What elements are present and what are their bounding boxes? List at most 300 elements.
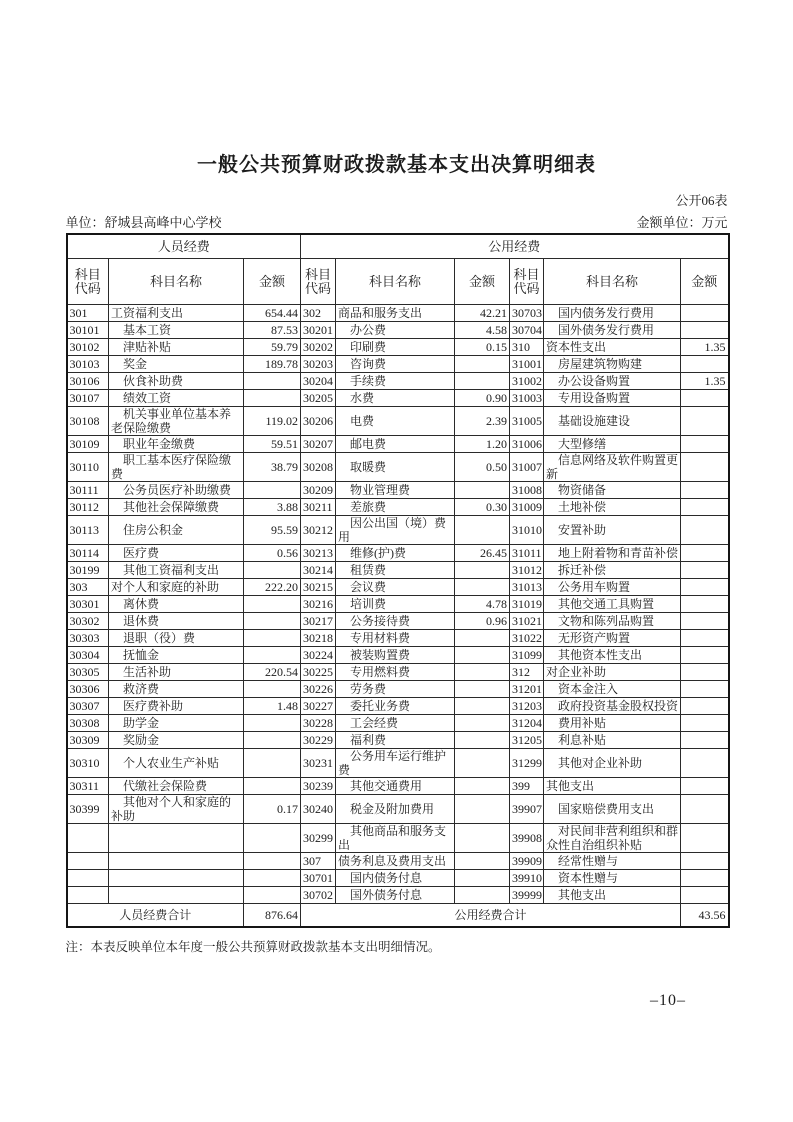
table-row — [67, 579, 729, 596]
code-cell: 39907 — [510, 795, 544, 824]
amount-cell — [455, 749, 510, 778]
amount-cell — [244, 732, 301, 749]
code-cell: 30309 — [67, 732, 109, 749]
page-number: –10– — [650, 992, 686, 1009]
name-cell: 电费 — [336, 407, 455, 436]
table-row — [67, 373, 729, 390]
name-cell: 其他社会保障缴费 — [109, 499, 244, 516]
code-cell: 30201 — [301, 322, 336, 339]
code-cell: 31007 — [510, 453, 544, 482]
col-header-code-3: 科目代码 — [510, 259, 544, 305]
table-row — [67, 647, 729, 664]
name-cell: 国内债务付息 — [336, 870, 455, 887]
amount-cell — [681, 853, 729, 870]
amount-cell — [244, 681, 301, 698]
name-cell: 拆迁补偿 — [544, 562, 681, 579]
group-header-personnel: 人员经费 — [67, 234, 301, 259]
amount-cell — [455, 562, 510, 579]
code-cell: 31012 — [510, 562, 544, 579]
code-cell: 30227 — [301, 698, 336, 715]
group-header-row — [67, 234, 729, 259]
amount-cell — [681, 322, 729, 339]
amount-cell: 1.20 — [455, 436, 510, 453]
page-title: 一般公共预算财政拨款基本支出决算明细表 — [197, 154, 596, 176]
personnel-total-value: 876.64 — [244, 904, 301, 928]
name-cell: 职工基本医疗保险缴费 — [109, 453, 244, 482]
amount-cell — [681, 390, 729, 407]
amount-cell: 1.35 — [681, 339, 729, 356]
code-cell — [67, 824, 109, 853]
name-cell: 基础设施建设 — [544, 407, 681, 436]
amount-cell: 4.58 — [455, 322, 510, 339]
table-row — [67, 305, 729, 322]
name-cell: 差旅费 — [336, 499, 455, 516]
name-cell: 其他资本性支出 — [544, 647, 681, 664]
table-row — [67, 681, 729, 698]
amount-cell — [681, 453, 729, 482]
amount-cell — [681, 436, 729, 453]
amount-cell — [681, 715, 729, 732]
name-cell — [109, 824, 244, 853]
amount-cell: 1.48 — [244, 698, 301, 715]
name-cell: 咨询费 — [336, 356, 455, 373]
col-header-amount-2: 金额 — [455, 259, 510, 305]
col-header-code-1: 科目代码 — [67, 259, 109, 305]
amount-cell: 189.78 — [244, 356, 301, 373]
amount-cell — [681, 870, 729, 887]
document-content — [66, 0, 728, 955]
code-cell: 30207 — [301, 436, 336, 453]
table-row — [67, 482, 729, 499]
code-cell: 39908 — [510, 824, 544, 853]
amount-cell — [681, 499, 729, 516]
amount-cell — [681, 749, 729, 778]
name-cell — [109, 853, 244, 870]
name-cell: 大型修缮 — [544, 436, 681, 453]
amount-cell — [681, 356, 729, 373]
amount-cell — [244, 887, 301, 904]
name-cell: 租赁费 — [336, 562, 455, 579]
amount-cell — [681, 664, 729, 681]
code-cell: 31013 — [510, 579, 544, 596]
table-row — [67, 778, 729, 795]
code-cell: 31009 — [510, 499, 544, 516]
table-row — [67, 516, 729, 545]
expenditure-table — [66, 233, 730, 928]
name-cell: 办公设备购置 — [544, 373, 681, 390]
name-cell: 债务利息及费用支出 — [336, 853, 455, 870]
col-header-amount-1: 金额 — [244, 259, 301, 305]
code-cell: 30311 — [67, 778, 109, 795]
amount-cell — [455, 516, 510, 545]
table-row — [67, 356, 729, 373]
table-row — [67, 630, 729, 647]
table-body — [67, 305, 729, 904]
table-row — [67, 339, 729, 356]
amount-cell — [244, 647, 301, 664]
name-cell: 机关事业单位基本养老保险缴费 — [109, 407, 244, 436]
table-row — [67, 407, 729, 436]
name-cell: 费用补贴 — [544, 715, 681, 732]
code-cell: 30217 — [301, 613, 336, 630]
name-cell: 资本金注入 — [544, 681, 681, 698]
name-cell: 房屋建筑物购建 — [544, 356, 681, 373]
code-cell: 31022 — [510, 630, 544, 647]
name-cell: 公务用车购置 — [544, 579, 681, 596]
name-cell: 地上附着物和青苗补偿 — [544, 545, 681, 562]
code-cell: 30101 — [67, 322, 109, 339]
amount-cell: 222.20 — [244, 579, 301, 596]
table-row — [67, 613, 729, 630]
table-row — [67, 596, 729, 613]
code-cell: 31299 — [510, 749, 544, 778]
name-cell: 取暖费 — [336, 453, 455, 482]
code-cell: 30239 — [301, 778, 336, 795]
amount-cell — [455, 373, 510, 390]
amount-cell: 119.02 — [244, 407, 301, 436]
code-cell: 30302 — [67, 613, 109, 630]
totals-row — [67, 904, 729, 928]
code-cell: 302 — [301, 305, 336, 322]
code-cell: 30209 — [301, 482, 336, 499]
public-total-value: 43.56 — [681, 904, 729, 928]
code-cell: 31002 — [510, 373, 544, 390]
code-cell: 30703 — [510, 305, 544, 322]
code-cell: 30301 — [67, 596, 109, 613]
name-cell: 国外债务付息 — [336, 887, 455, 904]
code-cell: 30215 — [301, 579, 336, 596]
code-cell: 30102 — [67, 339, 109, 356]
amount-cell — [681, 647, 729, 664]
code-cell: 30113 — [67, 516, 109, 545]
amount-cell — [455, 870, 510, 887]
code-cell — [67, 870, 109, 887]
name-cell: 基本工资 — [109, 322, 244, 339]
code-cell: 30212 — [301, 516, 336, 545]
amount-cell — [455, 482, 510, 499]
amount-cell — [244, 390, 301, 407]
code-cell: 30103 — [67, 356, 109, 373]
amount-cell — [244, 853, 301, 870]
code-cell: 30214 — [301, 562, 336, 579]
name-cell: 国内债务发行费用 — [544, 305, 681, 322]
name-cell: 职业年金缴费 — [109, 436, 244, 453]
amount-cell — [455, 732, 510, 749]
table-row — [67, 824, 729, 853]
name-cell: 其他工资福利支出 — [109, 562, 244, 579]
code-cell: 30306 — [67, 681, 109, 698]
code-cell: 31011 — [510, 545, 544, 562]
code-cell — [67, 853, 109, 870]
amount-cell: 3.88 — [244, 499, 301, 516]
code-cell: 39999 — [510, 887, 544, 904]
code-cell: 31021 — [510, 613, 544, 630]
name-cell: 其他对个人和家庭的补助 — [109, 795, 244, 824]
name-cell: 对民间非营利组织和群众性自治组织补贴 — [544, 824, 681, 853]
personnel-total-label: 人员经费合计 — [67, 904, 244, 928]
amount-cell — [244, 824, 301, 853]
table-row — [67, 545, 729, 562]
name-cell: 退休费 — [109, 613, 244, 630]
name-cell: 医疗费补助 — [109, 698, 244, 715]
code-cell: 30307 — [67, 698, 109, 715]
amount-cell — [681, 562, 729, 579]
name-cell: 抚恤金 — [109, 647, 244, 664]
name-cell: 被装购置费 — [336, 647, 455, 664]
amount-cell — [455, 664, 510, 681]
amount-cell — [244, 630, 301, 647]
name-cell: 其他支出 — [544, 887, 681, 904]
name-cell: 住房公积金 — [109, 516, 244, 545]
code-cell: 30111 — [67, 482, 109, 499]
code-cell: 30202 — [301, 339, 336, 356]
amount-cell: 1.35 — [681, 373, 729, 390]
amount-cell — [244, 870, 301, 887]
code-cell: 30701 — [301, 870, 336, 887]
amount-cell — [455, 795, 510, 824]
code-cell: 31205 — [510, 732, 544, 749]
col-header-code-2: 科目代码 — [301, 259, 336, 305]
amount-cell — [681, 613, 729, 630]
code-cell: 31001 — [510, 356, 544, 373]
code-cell: 30305 — [67, 664, 109, 681]
code-cell: 30304 — [67, 647, 109, 664]
code-cell: 30225 — [301, 664, 336, 681]
code-cell: 30109 — [67, 436, 109, 453]
amount-cell — [681, 698, 729, 715]
name-cell: 奖励金 — [109, 732, 244, 749]
name-cell: 利息补贴 — [544, 732, 681, 749]
name-cell: 税金及附加费用 — [336, 795, 455, 824]
name-cell: 水费 — [336, 390, 455, 407]
name-cell — [109, 887, 244, 904]
name-cell: 经常性赠与 — [544, 853, 681, 870]
public-total-label: 公用经费合计 — [301, 904, 681, 928]
code-cell: 31006 — [510, 436, 544, 453]
name-cell: 个人农业生产补贴 — [109, 749, 244, 778]
code-cell: 30106 — [67, 373, 109, 390]
name-cell: 对企业补助 — [544, 664, 681, 681]
code-cell: 30110 — [67, 453, 109, 482]
code-cell: 30226 — [301, 681, 336, 698]
unit-label: 单位：舒城县高峰中心学校 — [65, 215, 222, 230]
name-cell: 资本性支出 — [544, 339, 681, 356]
code-cell: 31203 — [510, 698, 544, 715]
amount-cell — [244, 562, 301, 579]
code-cell: 30240 — [301, 795, 336, 824]
amount-cell: 42.21 — [455, 305, 510, 322]
code-cell: 30107 — [67, 390, 109, 407]
code-cell: 399 — [510, 778, 544, 795]
name-cell: 其他对企业补助 — [544, 749, 681, 778]
name-cell — [109, 870, 244, 887]
code-cell: 30704 — [510, 322, 544, 339]
name-cell: 商品和服务支出 — [336, 305, 455, 322]
name-cell: 国家赔偿费用支出 — [544, 795, 681, 824]
code-cell: 30114 — [67, 545, 109, 562]
code-cell: 39909 — [510, 853, 544, 870]
amount-cell — [455, 715, 510, 732]
name-cell: 委托业务费 — [336, 698, 455, 715]
name-cell: 伙食补助费 — [109, 373, 244, 390]
amount-cell — [455, 824, 510, 853]
name-cell: 印刷费 — [336, 339, 455, 356]
amount-cell — [681, 887, 729, 904]
name-cell: 奖金 — [109, 356, 244, 373]
col-header-name-2: 科目名称 — [336, 259, 455, 305]
name-cell: 公务员医疗补助缴费 — [109, 482, 244, 499]
amount-cell: 0.96 — [455, 613, 510, 630]
name-cell: 资本性赠与 — [544, 870, 681, 887]
code-cell: 303 — [67, 579, 109, 596]
name-cell: 信息网络及软件购置更新 — [544, 453, 681, 482]
amount-cell: 654.44 — [244, 305, 301, 322]
code-cell: 31008 — [510, 482, 544, 499]
code-cell: 30224 — [301, 647, 336, 664]
amount-cell — [244, 715, 301, 732]
table-row — [67, 453, 729, 482]
name-cell: 工资福利支出 — [109, 305, 244, 322]
name-cell: 专用材料费 — [336, 630, 455, 647]
amount-cell — [681, 596, 729, 613]
name-cell: 救济费 — [109, 681, 244, 698]
code-cell: 31010 — [510, 516, 544, 545]
amount-cell: 0.90 — [455, 390, 510, 407]
name-cell: 维修(护)费 — [336, 545, 455, 562]
meta-line — [66, 212, 728, 231]
name-cell: 文物和陈列品购置 — [544, 613, 681, 630]
code-cell: 30299 — [301, 824, 336, 853]
code-cell: 31099 — [510, 647, 544, 664]
table-row — [67, 562, 729, 579]
table-row — [67, 436, 729, 453]
name-cell: 对个人和家庭的补助 — [109, 579, 244, 596]
table-row — [67, 795, 729, 824]
name-cell: 绩效工资 — [109, 390, 244, 407]
name-cell: 医疗费 — [109, 545, 244, 562]
code-cell: 31204 — [510, 715, 544, 732]
amount-cell — [455, 356, 510, 373]
amount-cell — [244, 778, 301, 795]
name-cell: 会议费 — [336, 579, 455, 596]
code-cell — [67, 887, 109, 904]
name-cell: 其他交通工具购置 — [544, 596, 681, 613]
amount-unit-label: 金额单位：万元 — [636, 215, 728, 230]
name-cell: 手续费 — [336, 373, 455, 390]
name-cell: 津贴补贴 — [109, 339, 244, 356]
amount-cell — [455, 647, 510, 664]
name-cell: 物资储备 — [544, 482, 681, 499]
table-row — [67, 664, 729, 681]
amount-cell: 59.79 — [244, 339, 301, 356]
code-cell: 301 — [67, 305, 109, 322]
code-cell: 30108 — [67, 407, 109, 436]
name-cell: 无形资产购置 — [544, 630, 681, 647]
name-cell: 公务用车运行维护费 — [336, 749, 455, 778]
amount-cell — [455, 579, 510, 596]
amount-cell — [455, 887, 510, 904]
table-row — [67, 390, 729, 407]
code-cell: 31201 — [510, 681, 544, 698]
table-row — [67, 853, 729, 870]
amount-cell: 0.50 — [455, 453, 510, 482]
name-cell: 物业管理费 — [336, 482, 455, 499]
table-row — [67, 749, 729, 778]
code-cell: 30204 — [301, 373, 336, 390]
amount-cell: 38.79 — [244, 453, 301, 482]
code-cell: 30399 — [67, 795, 109, 824]
amount-cell — [681, 795, 729, 824]
amount-cell: 87.53 — [244, 322, 301, 339]
code-cell: 31003 — [510, 390, 544, 407]
amount-cell — [455, 698, 510, 715]
name-cell: 其他商品和服务支出 — [336, 824, 455, 853]
name-cell: 离休费 — [109, 596, 244, 613]
code-cell: 30308 — [67, 715, 109, 732]
name-cell: 其他交通费用 — [336, 778, 455, 795]
code-cell: 31005 — [510, 407, 544, 436]
code-cell: 30231 — [301, 749, 336, 778]
col-header-name-3: 科目名称 — [544, 259, 681, 305]
name-cell: 国外债务发行费用 — [544, 322, 681, 339]
code-cell: 30213 — [301, 545, 336, 562]
amount-cell: 0.30 — [455, 499, 510, 516]
name-cell: 政府投资基金股权投资 — [544, 698, 681, 715]
name-cell: 邮电费 — [336, 436, 455, 453]
table-row — [67, 887, 729, 904]
table-row — [67, 732, 729, 749]
name-cell: 工会经费 — [336, 715, 455, 732]
code-cell: 31019 — [510, 596, 544, 613]
amount-cell — [681, 732, 729, 749]
name-cell: 退职（役）费 — [109, 630, 244, 647]
amount-cell — [244, 373, 301, 390]
code-cell: 30229 — [301, 732, 336, 749]
name-cell: 安置补助 — [544, 516, 681, 545]
table-row — [67, 698, 729, 715]
group-header-public: 公用经费 — [301, 234, 729, 259]
amount-cell: 4.78 — [455, 596, 510, 613]
amount-cell: 59.51 — [244, 436, 301, 453]
name-cell: 因公出国（境）费用 — [336, 516, 455, 545]
table-row — [67, 322, 729, 339]
amount-cell — [244, 613, 301, 630]
code-cell: 30205 — [301, 390, 336, 407]
col-header-amount-3: 金额 — [681, 259, 729, 305]
column-header-row — [67, 259, 729, 305]
amount-cell — [455, 853, 510, 870]
amount-cell — [455, 681, 510, 698]
amount-cell — [681, 681, 729, 698]
amount-cell — [244, 749, 301, 778]
code-cell: 30208 — [301, 453, 336, 482]
name-cell: 代缴社会保险费 — [109, 778, 244, 795]
table-row — [67, 499, 729, 516]
amount-cell — [244, 596, 301, 613]
amount-cell: 0.17 — [244, 795, 301, 824]
name-cell: 办公费 — [336, 322, 455, 339]
code-cell: 307 — [301, 853, 336, 870]
name-cell: 培训费 — [336, 596, 455, 613]
code-cell: 30310 — [67, 749, 109, 778]
amount-cell — [681, 778, 729, 795]
amount-cell: 0.56 — [244, 545, 301, 562]
amount-cell — [681, 824, 729, 853]
table-row — [67, 715, 729, 732]
code-cell: 312 — [510, 664, 544, 681]
code-cell: 30206 — [301, 407, 336, 436]
amount-cell — [455, 630, 510, 647]
